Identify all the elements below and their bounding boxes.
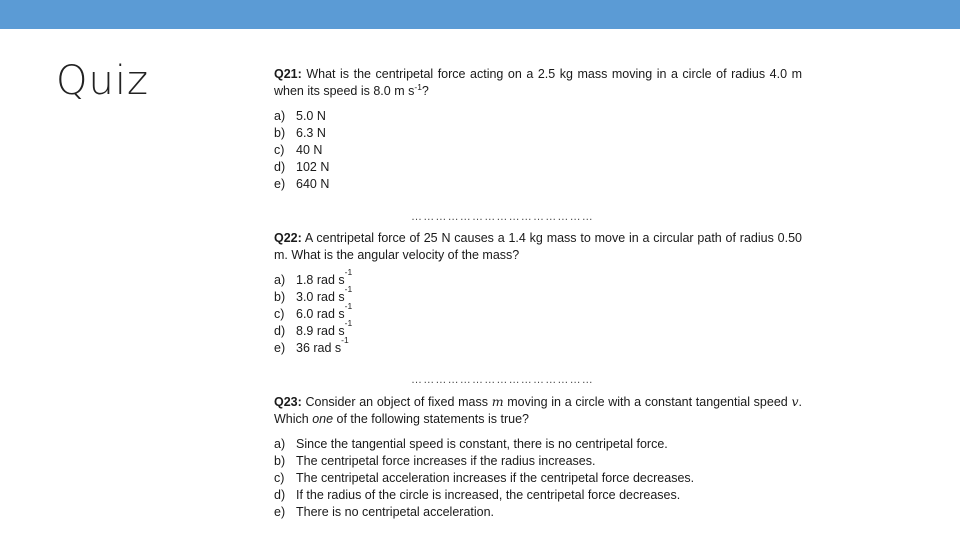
option-text: 8.9 rad s (296, 324, 345, 338)
slide-title: Quiz (56, 58, 149, 104)
question-text: What is the centripetal force acting on a 2.5 kg mass moving in a circle of radius 4.0 m when its speed is 8.0 m s (274, 67, 802, 98)
question-23-text (274, 393, 802, 428)
superscript: -1 (344, 301, 353, 311)
option-text: 6.3 N (296, 126, 326, 140)
question-text: moving in a circle with a constant tangential speed (503, 395, 792, 409)
option-text: The centripetal force increases if the radius increases. (296, 454, 596, 468)
option-item (274, 284, 802, 306)
option-letter: e) (274, 341, 286, 355)
option-item (274, 470, 802, 487)
question-number: Q22: (274, 231, 302, 245)
option-text: There is no centripetal acceleration. (296, 505, 495, 519)
option-letter: c) (274, 471, 285, 485)
superscript: -1 (341, 335, 349, 345)
question-21-text (274, 66, 802, 100)
emphasis: one (312, 412, 334, 426)
option-text: 1.8 rad s (296, 273, 345, 287)
option-letter: b) (274, 454, 286, 468)
option-letter: e) (274, 177, 286, 191)
question-text: . Which (274, 395, 802, 426)
superscript: -1 (414, 82, 422, 92)
math-variable: m (491, 394, 504, 409)
option-letter: a) (274, 273, 286, 287)
option-letter: c) (274, 143, 285, 157)
options-list (274, 108, 802, 193)
option-text: 6.0 rad s (296, 307, 345, 321)
math-variable: v (791, 394, 799, 409)
option-text: Since the tangential speed is constant, there is no centripetal force. (296, 437, 668, 451)
superscript: -1 (344, 318, 353, 328)
option-item (274, 142, 802, 159)
superscript: -1 (344, 267, 353, 277)
option-text: 640 N (296, 177, 330, 191)
question-22 (274, 230, 802, 357)
option-item (274, 504, 802, 521)
question-22-text (274, 230, 802, 264)
option-text: The centripetal acceleration increases if the centripetal force decreases. (296, 471, 695, 485)
option-text: 3.0 rad s (296, 290, 345, 304)
question-number: Q23: (274, 395, 302, 409)
option-text: 36 rad s (296, 341, 342, 355)
header-bar (0, 0, 960, 29)
option-text: If the radius of the circle is increased, the centripetal force decreases. (296, 488, 681, 502)
question-21 (274, 66, 802, 193)
option-item (274, 436, 802, 453)
option-text: 102 N (296, 160, 330, 174)
option-item (274, 318, 802, 340)
option-text: 5.0 N (296, 109, 326, 123)
option-text: 40 N (296, 143, 323, 157)
option-letter: b) (274, 290, 286, 304)
question-text: of the following statements is true? (333, 412, 529, 426)
option-letter: d) (274, 324, 286, 338)
question-number: Q21: (274, 67, 302, 81)
option-item (274, 335, 802, 357)
option-letter: e) (274, 505, 286, 519)
option-letter: a) (274, 437, 286, 451)
question-23 (274, 393, 802, 521)
question-text: Consider an object of fixed mass (301, 395, 492, 409)
superscript: -1 (344, 284, 353, 294)
options-list (274, 267, 802, 357)
option-item (274, 108, 802, 125)
question-text: ? (421, 84, 429, 98)
option-letter: d) (274, 488, 286, 502)
option-letter: c) (274, 307, 285, 321)
option-item (274, 125, 802, 142)
options-list (274, 436, 802, 521)
option-item (274, 301, 802, 323)
option-letter: d) (274, 160, 286, 174)
option-item (274, 487, 802, 504)
option-letter: a) (274, 109, 286, 123)
question-separator: ……………………………………… (411, 374, 594, 386)
option-item (274, 267, 802, 289)
option-item (274, 453, 802, 470)
option-item (274, 176, 802, 193)
option-letter: b) (274, 126, 286, 140)
question-text: A centripetal force of 25 N causes a 1.4 kg mass to move in a circular path of radius 0.50 m. What is the angular velocity of the mass? (274, 231, 802, 262)
option-item (274, 159, 802, 176)
question-separator: ……………………………………… (411, 211, 594, 223)
